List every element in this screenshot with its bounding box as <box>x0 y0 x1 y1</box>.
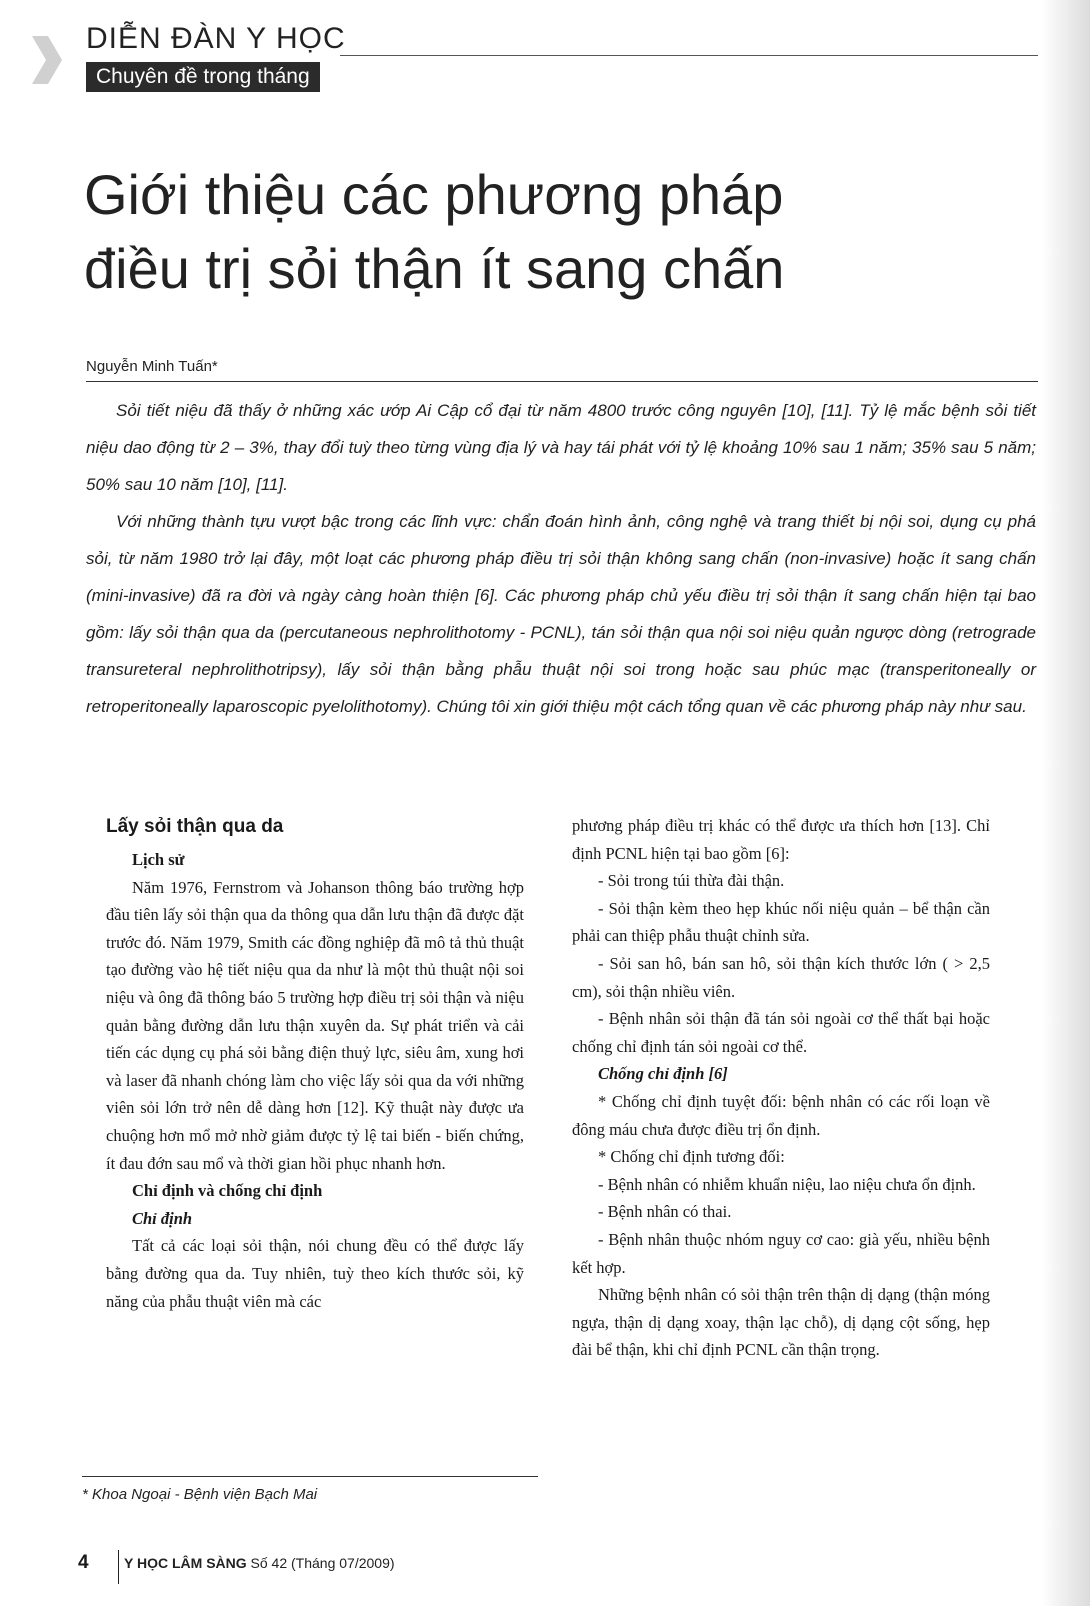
page-edge-shadow <box>1042 0 1090 1606</box>
caution-paragraph: Những bệnh nhân có sỏi thận trên thận dị dạng (thận móng ngựa, thận dị dạng xoay, thận lạc chỗ), dị dạng cột sống, hẹp đài bể thận, khi chỉ định PCNL cần thận trọng. <box>572 1285 990 1360</box>
subsection-label: Chuyên đề trong tháng <box>86 62 320 92</box>
contraindication-item: - Bệnh nhân thuộc nhóm nguy cơ cao: già yếu, nhiều bệnh kết hợp. <box>572 1229 990 1277</box>
journal-name: Y HỌC LÂM SÀNG <box>124 1555 247 1571</box>
journal-info <box>124 1555 395 1571</box>
indication-heading: Chỉ định và chống chỉ định <box>132 1181 323 1201</box>
indication-paragraph: Tất cả các loại sỏi thận, nói chung đều có thể được lấy bằng đường qua da. Tuy nhiên, tuỳ theo kích thước sỏi, kỹ năng của phẫu thuật viên mà các <box>106 1236 524 1311</box>
abstract-paragraph-2: Với những thành tựu vượt bậc trong các lĩnh vực: chẩn đoán hình ảnh, công nghệ và trang thiết bị nội soi, dụng cụ phá sỏi, từ năm 1980 trở lại đây, một loạt các phương pháp điều trị sỏi thận không sang chấn (non-invasive) hoặc ít sang chấn (mini-invasive) đã ra đời và ngày càng hoàn thiện [6]. Các phương pháp chủ yếu điều trị sỏi thận ít sang chấn hiện tại bao gồm: lấy sỏi thận qua da (percutaneous nephrolithotomy - PCNL), tán sỏi thận qua nội soi niệu quản ngược dòng (retrograde transureteral nephrolithotripsy), lấy sỏi thận bằng phẫu thuật nội soi trong hoặc sau phúc mạc (transperitoneally or retroperitoneally laparoscopic pyelolithotomy). Chúng tôi xin giới thiệu một cách tổng quan về các phương pháp này như sau. <box>86 512 1036 716</box>
left-column <box>106 812 524 1315</box>
contraindication-item: * Chống chỉ định tuyệt đối: bệnh nhân có các rối loạn về đông máu chưa được điều trị ổn định. <box>572 1091 990 1139</box>
page-number: 4 <box>78 1552 89 1573</box>
author-rule <box>86 381 1038 382</box>
section-arrow-icon <box>30 32 64 88</box>
article-title <box>84 158 1024 306</box>
indication-item: - Sỏi trong túi thừa đài thận. <box>598 871 785 891</box>
contraindication-item: - Bệnh nhân có nhiễm khuẩn niệu, lao niệu chưa ổn định. <box>598 1174 976 1194</box>
footnote-rule <box>82 1476 538 1477</box>
indication-item: - Sỏi san hô, bán san hô, sỏi thận kích thước lớn ( > 2,5 cm), sỏi thận nhiều viên. <box>572 953 990 1001</box>
history-heading: Lịch sử <box>132 850 185 869</box>
abstract-paragraph-1: Sỏi tiết niệu đã thấy ở những xác ướp Ai Cập cổ đại từ năm 4800 trước công nguyên [10], [11]. Tỷ lệ mắc bệnh sỏi tiết niệu dao động từ 2 – 3%, thay đổi tuỳ theo từng vùng địa lý và hay tái phát với tỷ lệ khoảng 10% sau 1 năm; 35% sau 5 năm; 50% sau 10 năm [10], [11]. <box>86 401 1036 494</box>
indication-subheading: Chỉ định <box>132 1208 193 1228</box>
footer-divider <box>118 1550 119 1584</box>
right-column <box>572 812 990 1364</box>
indication-item: - Sỏi thận kèm theo hẹp khúc nối niệu quản – bể thận cần phải can thiệp phẫu thuật chỉnh sửa. <box>572 898 990 946</box>
contraindication-item: - Bệnh nhân có thai. <box>598 1202 732 1222</box>
section-label: DIỄN ĐÀN Y HỌC <box>86 22 346 55</box>
title-line-1: Giới thiệu các phương pháp <box>84 163 784 226</box>
indication-item: - Bệnh nhân sỏi thận đã tán sỏi ngoài cơ thể thất bại hoặc chống chỉ định tán sỏi ngoài cơ thể. <box>572 1009 990 1056</box>
continuation-paragraph: phương pháp điều trị khác có thể được ưa thích hơn [13]. Chỉ định PCNL hiện tại bao gồm [6]: <box>572 816 990 863</box>
section-heading: Lấy sỏi thận qua da <box>106 816 284 837</box>
title-line-2: điều trị sỏi thận ít sang chấn <box>84 237 785 300</box>
author-name: Nguyễn Minh Tuấn* <box>86 358 218 375</box>
contraindication-heading: Chống chỉ định [6] <box>598 1064 728 1084</box>
header-rule <box>340 55 1038 56</box>
journal-issue: Số 42 (Tháng 07/2009) <box>250 1555 395 1571</box>
contraindication-item: * Chống chỉ định tương đối: <box>598 1147 785 1167</box>
footnote: * Khoa Ngoại - Bệnh viện Bạch Mai <box>82 1486 318 1503</box>
history-paragraph: Năm 1976, Fernstrom và Johanson thông báo trường hợp đầu tiên lấy sỏi thận qua da thông qua dẫn lưu thận đã được đặt trước đó. Năm 1979, Smith các đồng nghiệp đã mô tả thủ thuật tạo đường vào hệ tiết niệu qua da như là một thủ thuật nội soi niệu và ông đã thông báo 5 trường hợp điều trị sỏi thận và niệu quản bằng đường dẫn lưu thận xuyên da. Sự phát triển và cải tiến các dụng cụ phá sỏi bằng điện thuỷ lực, siêu âm, xung hơi và laser đã nhanh chóng làm cho việc lấy sỏi qua da với những viên sỏi lớn trở nên dễ dàng hơn [12]. Kỹ thuật này được ưa chuộng hơn mổ mở nhờ giảm được tỷ lệ tai biến - biến chứng, ít đau đớn sau mổ và thời gian hồi phục nhanh hơn. <box>106 877 524 1173</box>
abstract <box>86 392 1036 725</box>
